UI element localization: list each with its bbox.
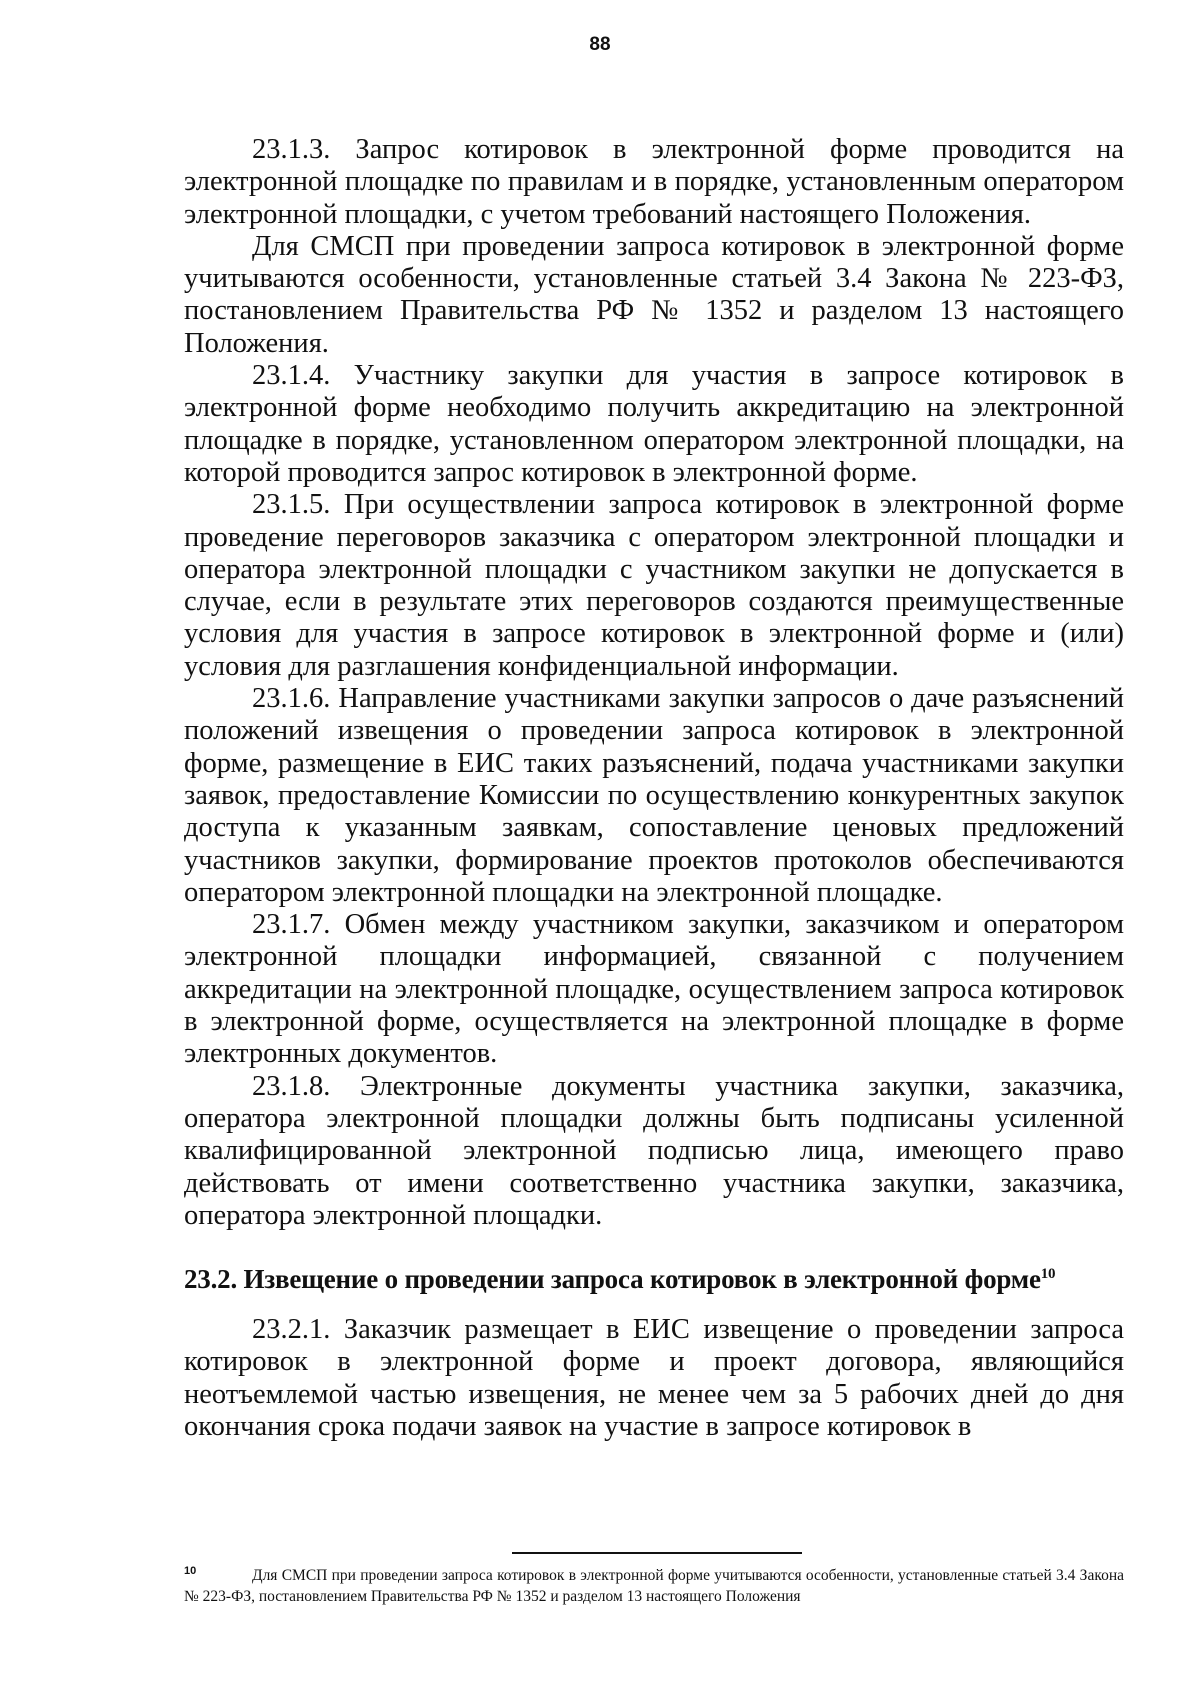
paragraph-smsp-note: Для СМСП при проведении запроса котировок в электронной форме учитываются особенности, установленные статьей 3.4 Закона № 223-ФЗ, постановлением Правительства РФ № 1352 и разделом 13 настоящего Положения. [184,230,1124,359]
footnote-text: Для СМСП при проведении запроса котировок в электронной форме учитываются особенности, установленные статьей 3.4 Закона № 223-ФЗ, постановлением Правительства РФ № 1352 и разделом 13 настоящего Положения [184,1567,1124,1605]
paragraph-23-1-8: 23.1.8. Электронные документы участника закупки, заказчика, оператора электронной площадки должны быть подписаны усиленной квалифицированной электронной подписью лица, имеющего право действовать от имени соответственно участника закупки, заказчика, оператора электронной площадки. [184,1070,1124,1231]
section-heading-23-2 [184,1262,1124,1296]
paragraph-23-1-5: 23.1.5. При осуществлении запроса котировок в электронной форме проведение переговоров заказчика с оператором электронной площадки и оператора электронной площадки с участником закупки не допускается в случае, если в результате этих переговоров создаются преимущественные условия для участия в запросе котировок в электронной форме и (или) условия для разглашения конфиденциальной информации. [184,489,1124,682]
paragraph-23-1-4: 23.1.4. Участнику закупки для участия в запросе котировок в электронной форме необходимо получить аккредитацию на электронной площадке в порядке, установленном оператором электронной площадки, на которой проводится запрос котировок в электронной форме. [184,360,1124,488]
footnote [184,1565,1124,1607]
paragraph-23-1-3: 23.1.3. Запрос котировок в электронной форме проводится на электронной площадке по правилам и в порядке, установленным оператором электронной площадки, с учетом требований настоящего Положения. [184,134,1124,230]
footnote-mark: 10 [184,1565,197,1577]
paragraph-23-1-7: 23.1.7. Обмен между участником закупки, заказчиком и оператором электронной площадки информацией, связанной с получением аккредитации на электронной площадке, осуществлением запроса котировок в электронной форме, осуществляется на электронной площадке в форме электронных документов. [184,909,1124,1070]
section-heading-text: 23.2. Извещение о проведении запроса котировок в электронной форме [184,1264,1041,1295]
document-body [184,134,1124,1443]
page-number: 88 [589,34,611,55]
paragraph-23-2-1: 23.2.1. Заказчик размещает в ЕИС извещение о проведении запроса котировок в электронной форме и проект договора, являющийся неотъемлемой частью извещения, не менее чем за 5 рабочих дней до дня окончания срока подачи заявок на участие в запросе котировок в [184,1314,1124,1442]
paragraph-23-1-6: 23.1.6. Направление участниками закупки запросов о даче разъяснений положений извещения о проведении запроса котировок в электронной форме, размещение в ЕИС таких разъяснений, подача участниками закупки заявок, предоставление Комиссии по осуществлению конкурентных закупок доступа к указанным заявкам, сопоставление ценовых предложений участников закупки, формирование проектов протоколов обеспечиваются оператором электронной площадки на электронной площадке. [184,683,1124,908]
footnote-reference[interactable]: 10 [1040,1266,1056,1283]
footnote-divider [512,1552,802,1554]
